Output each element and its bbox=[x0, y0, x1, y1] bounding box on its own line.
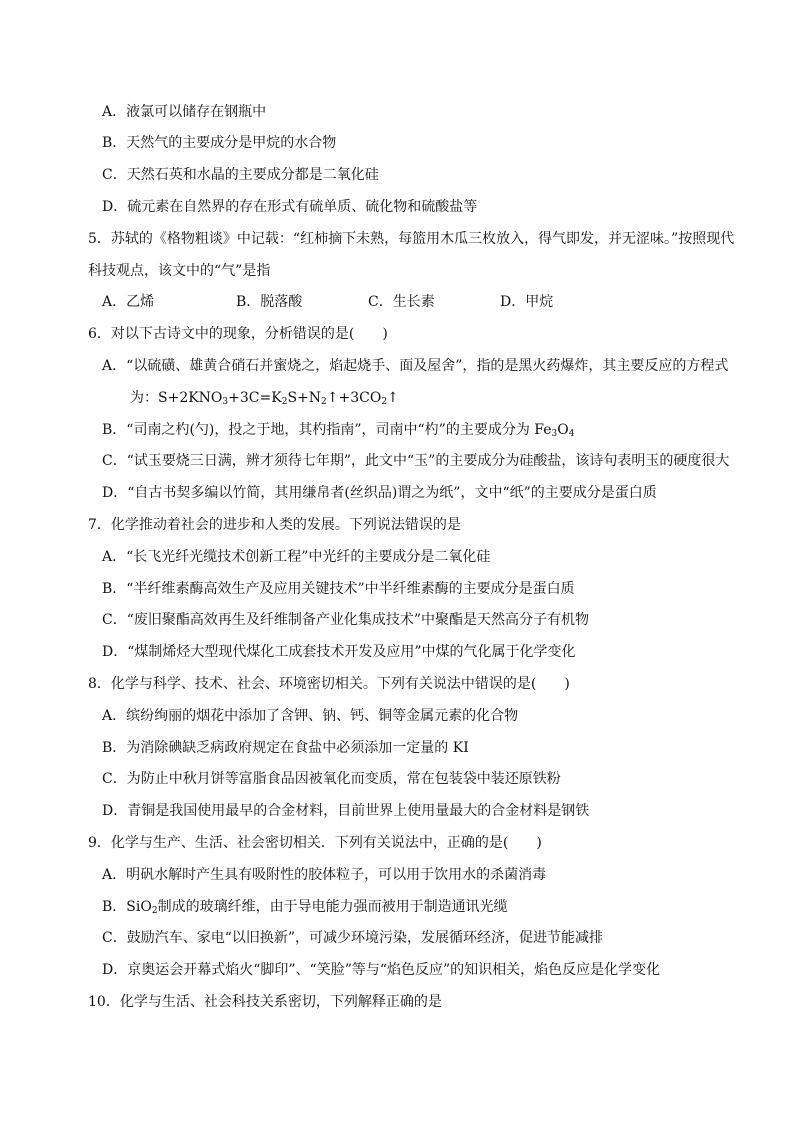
q6-option-c: C．“试玉要烧三日满，辨才须待七年期”，此文中“玉”的主要成分为硅酸盐，该诗句表明玉的硬度很大 bbox=[102, 453, 730, 469]
q9-option-a: A．明矾水解时产生具有吸附性的胶体粒子，可以用于饮用水的杀菌消毒 bbox=[102, 867, 547, 883]
q8-option-b: B．为消除碘缺乏病政府规定在食盐中必须添加一定量的 KI bbox=[102, 740, 469, 756]
q4-option-a: A．液氯可以储存在钢瓶中 bbox=[102, 104, 267, 120]
q8-option-c: C．为防止中秋月饼等富脂食品因被氧化而变质，常在包装袋中装还原铁粉 bbox=[102, 771, 561, 787]
q5-stem-continued: 科技观点，该文中的“气”是指 bbox=[88, 263, 271, 279]
q5-option-c: C．生长素 bbox=[368, 294, 435, 310]
q4-option-d: D．硫元素在自然界的存在形式有硫单质、硫化物和硫酸盐等 bbox=[102, 199, 478, 215]
q9-stem: 9．化学与生产、生活、社会密切相关．下列有关说法中，正确的是( ) bbox=[88, 835, 542, 851]
q6-option-a: A．“以硫磺、雄黄合硝石并蜜烧之，焰起烧手、面及屋舍”，指的是黑火药爆炸，其主要反应的方程式 bbox=[102, 358, 729, 374]
q9-option-c: C．鼓励汽车、家电“以旧换新”，可减少环境污染，发展循环经济，促进节能减排 bbox=[102, 930, 604, 946]
q8-stem: 8．化学与科学、技术、社会、环境密切相关。下列有关说法中错误的是( ) bbox=[88, 676, 570, 692]
q7-option-c: C．“废旧聚酯高效再生及纤维制备产业化集成技术”中聚酯是天然高分子有机物 bbox=[102, 612, 590, 628]
q5-option-b: B．脱落酸 bbox=[236, 294, 303, 310]
q5-option-d: D．甲烷 bbox=[500, 294, 554, 310]
q4-option-b: B．天然气的主要成分是甲烷的水合物 bbox=[102, 135, 337, 151]
q6-stem: 6．对以下古诗文中的现象，分析错误的是( ) bbox=[88, 326, 388, 342]
q4-option-c: C．天然石英和水晶的主要成分都是二氧化硅 bbox=[102, 167, 379, 183]
q10-stem: 10．化学与生活、社会科技关系密切，下列解释正确的是 bbox=[88, 994, 442, 1010]
q6-option-b: B．“司南之杓(勺)，投之于地，其杓指南”，司南中“杓”的主要成分为 $Fe_3O_4$ bbox=[102, 422, 575, 439]
q7-stem: 7．化学推动着社会的进步和人类的发展。下列说法错误的是 bbox=[88, 517, 461, 533]
q8-option-a: A．缤纷绚丽的烟花中添加了含钾、钠、钙、铜等金属元素的化合物 bbox=[102, 708, 519, 724]
q7-option-d: D．“煤制烯烃大型现代煤化工成套技术开发及应用”中煤的气化属于化学变化 bbox=[102, 644, 576, 660]
q7-option-b: B．“半纤维素酶高效生产及应用关键技术”中半纤维素酶的主要成分是蛋白质 bbox=[102, 581, 575, 597]
q7-option-a: A．“长飞光纤光缆技术创新工程”中光纤的主要成分是二氧化硅 bbox=[102, 549, 491, 565]
q5-option-a: A．乙烯 bbox=[102, 294, 155, 310]
q9-option-d: D．京奥运会开幕式焰火“脚印”、“笑脸”等与“焰色反应”的知识相关，焰色反应是化学变化 bbox=[102, 962, 661, 978]
q6-equation: 为：$S+2KNO_3+3C=K_2S+N_2↑+3CO_2↑$ bbox=[130, 390, 399, 407]
q8-option-d: D．青铜是我国使用最早的合金材料，目前世界上使用量最大的合金材料是钢铁 bbox=[102, 803, 590, 819]
q5-stem: 5．苏轼的《格物粗谈》中记载：“红柿摘下未熟，每篮用木瓜三枚放入，得气即发，并无涩味。”按照现代 bbox=[88, 231, 735, 247]
q9-option-b: B．SiO$_2$制成的玻璃纤维，由于导电能力强而被用于制造通讯光缆 bbox=[102, 899, 508, 916]
q6-option-d: D．“自古书契多编以竹简，其用缣帛者(丝织品)谓之为纸”，文中“纸”的主要成分是蛋白质 bbox=[102, 485, 657, 501]
q5-options bbox=[102, 293, 662, 311]
